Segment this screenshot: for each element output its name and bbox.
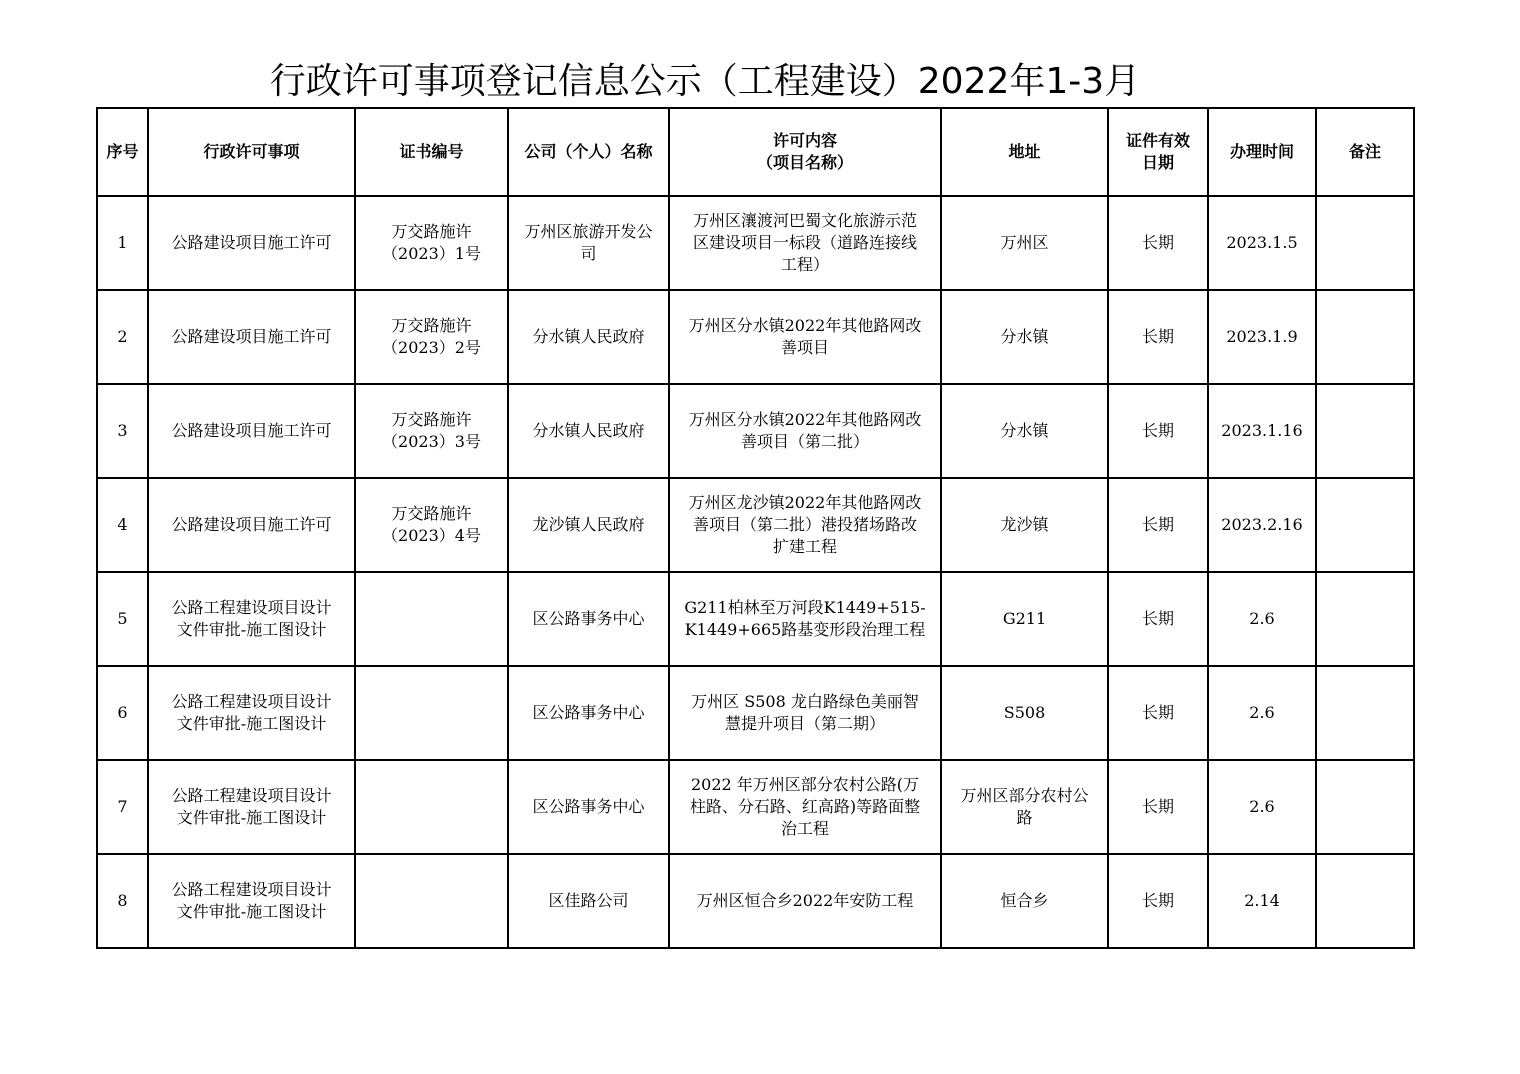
cell-permit-item: 公路建设项目施工许可 [148, 478, 355, 572]
cell-remarks [1316, 478, 1414, 572]
cell-certificate-no: 万交路施许 （2023）4号 [355, 478, 508, 572]
cell-permit-item: 公路建设项目施工许可 [148, 384, 355, 478]
cell-validity: 长期 [1108, 760, 1208, 854]
cell-remarks [1316, 760, 1414, 854]
cell-process-date: 2023.1.16 [1208, 384, 1316, 478]
table-row [97, 854, 1414, 948]
cell-permit-item: 公路建设项目施工许可 [148, 290, 355, 384]
cell-process-date: 2.14 [1208, 854, 1316, 948]
cell-certificate-no [355, 854, 508, 948]
cell-remarks [1316, 572, 1414, 666]
cell-company-name: 区公路事务中心 [508, 572, 669, 666]
table-row [97, 290, 1414, 384]
header-certificate-no: 证书编号 [355, 108, 508, 196]
cell-address: 万州区部分农村公 路 [941, 760, 1108, 854]
cell-validity: 长期 [1108, 290, 1208, 384]
cell-process-date: 2023.2.16 [1208, 478, 1316, 572]
cell-company-name: 区佳路公司 [508, 854, 669, 948]
cell-permit-item: 公路工程建设项目设计 文件审批-施工图设计 [148, 666, 355, 760]
cell-company-name: 分水镇人民政府 [508, 384, 669, 478]
table-row [97, 572, 1414, 666]
header-remarks: 备注 [1316, 108, 1414, 196]
cell-index: 2 [97, 290, 148, 384]
cell-validity: 长期 [1108, 384, 1208, 478]
cell-index: 1 [97, 196, 148, 290]
cell-permit-content: 2022 年万州区部分农村公路(万 柱路、分石路、红高路)等路面整 治工程 [669, 760, 941, 854]
cell-process-date: 2.6 [1208, 572, 1316, 666]
header-validity: 证件有效 日期 [1108, 108, 1208, 196]
cell-permit-content: G211柏林至万河段K1449+515- K1449+665路基变形段治理工程 [669, 572, 941, 666]
header-address: 地址 [941, 108, 1108, 196]
page-title: 行政许可事项登记信息公示（工程建设）2022年1-3月 [269, 61, 1141, 102]
cell-permit-item: 公路工程建设项目设计 文件审批-施工图设计 [148, 854, 355, 948]
cell-validity: 长期 [1108, 196, 1208, 290]
cell-index: 3 [97, 384, 148, 478]
cell-permit-content: 万州区瀼渡河巴蜀文化旅游示范 区建设项目一标段（道路连接线 工程） [669, 196, 941, 290]
cell-certificate-no: 万交路施许 （2023）2号 [355, 290, 508, 384]
cell-index: 4 [97, 478, 148, 572]
cell-address: 龙沙镇 [941, 478, 1108, 572]
cell-validity: 长期 [1108, 854, 1208, 948]
cell-address: 恒合乡 [941, 854, 1108, 948]
cell-permit-content: 万州区恒合乡2022年安防工程 [669, 854, 941, 948]
cell-permit-content: 万州区分水镇2022年其他路网改 善项目 [669, 290, 941, 384]
cell-certificate-no: 万交路施许 （2023）1号 [355, 196, 508, 290]
cell-address: 万州区 [941, 196, 1108, 290]
cell-permit-item: 公路工程建设项目设计 文件审批-施工图设计 [148, 572, 355, 666]
cell-address: G211 [941, 572, 1108, 666]
table-row [97, 760, 1414, 854]
cell-address: S508 [941, 666, 1108, 760]
cell-company-name: 万州区旅游开发公 司 [508, 196, 669, 290]
header-permit-content: 许可内容 （项目名称） [669, 108, 941, 196]
header-process-date: 办理时间 [1208, 108, 1316, 196]
header-row [97, 108, 1414, 196]
cell-permit-item: 公路建设项目施工许可 [148, 196, 355, 290]
cell-address: 分水镇 [941, 290, 1108, 384]
cell-certificate-no [355, 572, 508, 666]
cell-company-name: 分水镇人民政府 [508, 290, 669, 384]
cell-remarks [1316, 666, 1414, 760]
cell-remarks [1316, 196, 1414, 290]
header-permit-item: 行政许可事项 [148, 108, 355, 196]
cell-address: 分水镇 [941, 384, 1108, 478]
header-index: 序号 [97, 108, 148, 196]
cell-process-date: 2.6 [1208, 760, 1316, 854]
cell-company-name: 区公路事务中心 [508, 760, 669, 854]
cell-index: 7 [97, 760, 148, 854]
cell-permit-content: 万州区分水镇2022年其他路网改 善项目（第二批） [669, 384, 941, 478]
header-company-name: 公司（个人）名称 [508, 108, 669, 196]
cell-remarks [1316, 854, 1414, 948]
cell-company-name: 区公路事务中心 [508, 666, 669, 760]
table-row [97, 478, 1414, 572]
cell-index: 6 [97, 666, 148, 760]
cell-index: 5 [97, 572, 148, 666]
cell-permit-content: 万州区龙沙镇2022年其他路网改 善项目（第二批）港投猪场路改 扩建工程 [669, 478, 941, 572]
cell-certificate-no: 万交路施许 （2023）3号 [355, 384, 508, 478]
cell-process-date: 2.6 [1208, 666, 1316, 760]
permit-table [96, 107, 1415, 949]
cell-process-date: 2023.1.9 [1208, 290, 1316, 384]
table-row [97, 666, 1414, 760]
cell-certificate-no [355, 760, 508, 854]
cell-permit-item: 公路工程建设项目设计 文件审批-施工图设计 [148, 760, 355, 854]
cell-company-name: 龙沙镇人民政府 [508, 478, 669, 572]
cell-validity: 长期 [1108, 572, 1208, 666]
cell-certificate-no [355, 666, 508, 760]
table-row [97, 384, 1414, 478]
cell-process-date: 2023.1.5 [1208, 196, 1316, 290]
cell-remarks [1316, 290, 1414, 384]
cell-index: 8 [97, 854, 148, 948]
cell-validity: 长期 [1108, 478, 1208, 572]
table-row [97, 196, 1414, 290]
cell-permit-content: 万州区 S508 龙白路绿色美丽智 慧提升项目（第二期） [669, 666, 941, 760]
cell-remarks [1316, 384, 1414, 478]
cell-validity: 长期 [1108, 666, 1208, 760]
